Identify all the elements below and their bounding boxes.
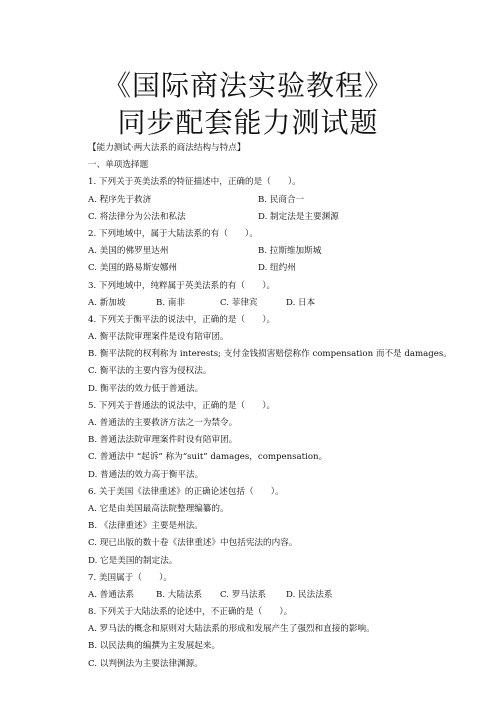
option: C. 美国的路易斯安娜州 — [88, 263, 178, 274]
options-row — [88, 243, 488, 260]
option: D. 纽约州 — [258, 263, 296, 274]
option: C. 罗马法系 — [220, 589, 267, 600]
options-row — [88, 295, 488, 312]
option: D. 民法法系 — [286, 589, 333, 600]
document-subtitle: 同步配套能力测试题 — [117, 106, 379, 139]
option: A. 普通法系 — [88, 589, 135, 600]
option: B. 南非 — [156, 297, 185, 308]
option: A. 程序先于救济 — [88, 194, 152, 205]
option: B. 拉斯维加斯城 — [258, 246, 322, 257]
question-stem: 8. 下列关于大陆法系的论述中，不正确的是（ ）。 — [88, 607, 293, 618]
option: D. 普通法的效力高于衡平法。 — [88, 469, 204, 480]
option: B. 衡平法院的权利称为 interests; 支付金钱损害赔偿称作 compensation 而不是 damages。 — [88, 349, 452, 360]
option: B. 《法律重述》主要是州法。 — [88, 521, 203, 532]
option: A. 衡平法院审理案件是设有陪审团。 — [88, 332, 229, 343]
option: C. 菲律宾 — [220, 297, 258, 308]
options-row — [88, 260, 488, 277]
question-stem: 2. 下列地域中，属于大陆法系的有（ ）。 — [88, 228, 258, 239]
option: C. 衡平法的主要内容为侵权法。 — [88, 366, 212, 377]
question-stem: 1. 下列关于英美法系的特征描述中，正确的是（ ）。 — [88, 177, 301, 188]
document-title: 《国际商法实验教程》 — [102, 69, 393, 102]
option: A. 罗马法的概念和原则对大陆法系的形成和发展产生了强烈和直接的影响。 — [88, 624, 375, 635]
option: A. 美国的佛罗里达州 — [88, 246, 169, 257]
option: D. 衡平法的效力低于普通法。 — [88, 383, 204, 394]
part-heading: 一、单项选择题 — [88, 160, 149, 171]
options-row — [88, 209, 488, 226]
question-stem: 7. 美国属于（ ）。 — [88, 572, 172, 583]
question-stem: 3. 下列地域中，纯粹属于英美法系的有（ ）。 — [88, 280, 276, 291]
options-row — [88, 192, 488, 209]
option: B. 大陆法系 — [156, 589, 203, 600]
document-body — [88, 140, 488, 673]
option: D. 制定法是主要渊源 — [258, 211, 339, 222]
option: B. 普通法法院审理案件时设有陪审团。 — [88, 435, 238, 446]
option: C. 普通法中 “起诉” 称为“suit” damages，compensation。 — [88, 452, 328, 463]
option: A. 普通法的主要救济方法之一为禁令。 — [88, 418, 238, 428]
option: A. 它是由美国最高法院整理编纂的。 — [88, 503, 229, 514]
question-stem: 6. 关于美国《法律重述》的正确论述包括（ ）。 — [88, 486, 284, 497]
option: D. 它是美国的制定法。 — [88, 555, 178, 566]
options-row — [88, 587, 488, 604]
option: C. 以判例法为主要法律渊源。 — [88, 658, 203, 669]
option: B. 以民法典的编撰为主发展起来。 — [88, 641, 221, 652]
option: C. 将法律分为公法和私法 — [88, 211, 186, 222]
section-header: 【能力测试·两大法系的商法结构与特点】 — [88, 143, 246, 153]
option: A. 新加坡 — [88, 297, 126, 308]
option: D. 日本 — [286, 297, 316, 308]
option: B. 民商合一 — [258, 194, 305, 205]
option: C. 现已出版的数十卷《法律重述》中包括宪法的内容。 — [88, 538, 298, 549]
question-stem: 4. 下列关于衡平法的说法中，正确的是（ ）。 — [88, 314, 276, 325]
question-stem: 5. 下列关于普通法的说法中，正确的是（ ）。 — [88, 400, 276, 411]
